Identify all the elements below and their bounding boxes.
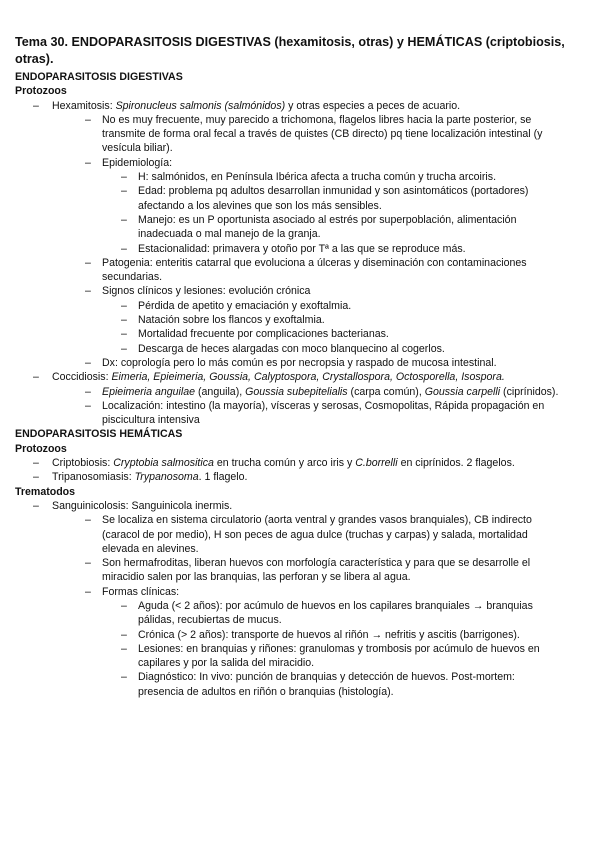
list-item-continuation: transmite de forma oral fecal a través de quistes (CB directo) pq tiene localización intestinal (y: [102, 128, 543, 141]
subsection-heading: Protozoos: [15, 442, 67, 455]
list-item: – H: salmónidos, en Península Ibérica afecta a trucha común y trucha arcoiris.: [15, 170, 580, 184]
list-item: – Criptobiosis: Cryptobia salmositica en trucha común y arco iris y C.borrelli en ciprínidos. 2 flagelos.: [15, 456, 580, 470]
list-item-continuation: pálidas, recubiertas de mucus.: [138, 614, 282, 627]
list-item-continuation: inadecuada o mal manejo de la granja.: [138, 228, 321, 241]
title-line: otras).: [15, 52, 54, 66]
list-item-continuation: secundarias.: [102, 271, 163, 284]
list-item: – Crónica (> 2 años): transporte de huevos al riñón → nefritis y ascitis (barrigones).: [15, 628, 580, 642]
title-line: Tema 30. ENDOPARASITOSIS DIGESTIVAS (hexamitosis, otras) y HEMÁTICAS (criptobiosis,: [15, 35, 565, 49]
list-item: – Sanguinicolosis: Sanguinicola inermis.: [15, 499, 580, 513]
list-item: – Dx: coprología pero lo más común es por necropsia y raspado de mucosa intestinal.: [15, 356, 580, 370]
list-item: – Coccidiosis: Eimeria, Epieimeria, Goussia, Calyptospora, Crystallospora, Octosporella, Isospora.: [15, 370, 580, 384]
list-item: – Diagnóstico: In vivo: punción de branquias y detección de huevos. Post-mortem:: [15, 670, 580, 684]
section-heading: ENDOPARASITOSIS HEMÁTICAS: [15, 428, 183, 441]
list-item-continuation: presencia de adultos en riñón o branquias (histología).: [138, 685, 394, 698]
section-heading: ENDOPARASITOSIS DIGESTIVAS: [15, 71, 183, 83]
list-item: – Manejo: es un P oportunista asociado al estrés por superpoblación, alimentación: [15, 213, 580, 227]
subsection-heading: Protozoos: [15, 85, 67, 98]
list-item: – Edad: problema pq adultos desarrollan inmunidad y son asintomáticos (portadores): [15, 184, 580, 198]
list-item: – Se localiza en sistema circulatorio (aorta ventral y grandes vasos branquiales), CB indirecto: [15, 513, 580, 527]
list-item: – Epieimeria anguilae (anguila), Goussia subepitelialis (carpa común), Goussia carpelli (ciprínidos).: [15, 385, 580, 399]
list-item: – Signos clínicos y lesiones: evolución crónica: [15, 284, 580, 298]
list-item-continuation: miracidio salen por las branquias, las perforan y se libera al agua.: [102, 571, 411, 584]
document-title: [15, 34, 580, 68]
list-item: – Formas clínicas:: [15, 585, 580, 599]
list-item: – Epidemiología:: [15, 156, 580, 170]
list-item: – Tripanosomiasis: Trypanosoma. 1 flagelo.: [15, 470, 580, 484]
list-item: – Hexamitosis: Spironucleus salmonis (salmónidos) y otras especies a peces de acuario.: [15, 99, 580, 113]
list-item: – Natación sobre los flancos y exoftalmia.: [15, 313, 580, 327]
list-item: – Aguda (< 2 años): por acúmulo de huevos en los capilares branquiales → branquias: [15, 599, 580, 613]
list-item: – Descarga de heces alargadas con moco blanquecino al cogerlos.: [15, 342, 580, 356]
list-item: – Son hermafroditas, liberan huevos con morfología característica y para que se desarrolle el: [15, 556, 580, 570]
list-item: – Pérdida de apetito y emaciación y exoftalmia.: [15, 299, 580, 313]
list-item: – Localización: intestino (la mayoría), vísceras y serosas, Cosmopolitas, Rápida propagación en: [15, 399, 580, 413]
list-item-continuation: afectando a los alevines que son los más sensibles.: [138, 199, 382, 212]
list-item-continuation: elevada en alevines.: [102, 542, 199, 555]
subsection-heading: Trematodos: [15, 485, 76, 498]
list-item-continuation: (caracol de por medio), H son peces de agua dulce (truchas y carpas) y salada, mortalidad: [102, 528, 528, 541]
list-item: – No es muy frecuente, muy parecido a trichomona, flagelos libres hacia la parte posterior, se: [15, 113, 580, 127]
list-item-continuation: capilares y por la salida del miracidio.: [138, 657, 315, 670]
list-item: – Lesiones: en branquias y riñones: granulomas y trombosis por acúmulo de huevos en: [15, 642, 580, 656]
list-item: – Mortalidad frecuente por complicaciones bacterianas.: [15, 327, 580, 341]
list-item-continuation: vesícula biliar).: [102, 142, 173, 155]
list-item: – Patogenia: enteritis catarral que evoluciona a úlceras y diseminación con contaminaciones: [15, 256, 580, 270]
list-item: – Estacionalidad: primavera y otoño por Tª a las que se reproduce más.: [15, 242, 580, 256]
list-item-continuation: piscicultura intensiva: [102, 414, 200, 427]
